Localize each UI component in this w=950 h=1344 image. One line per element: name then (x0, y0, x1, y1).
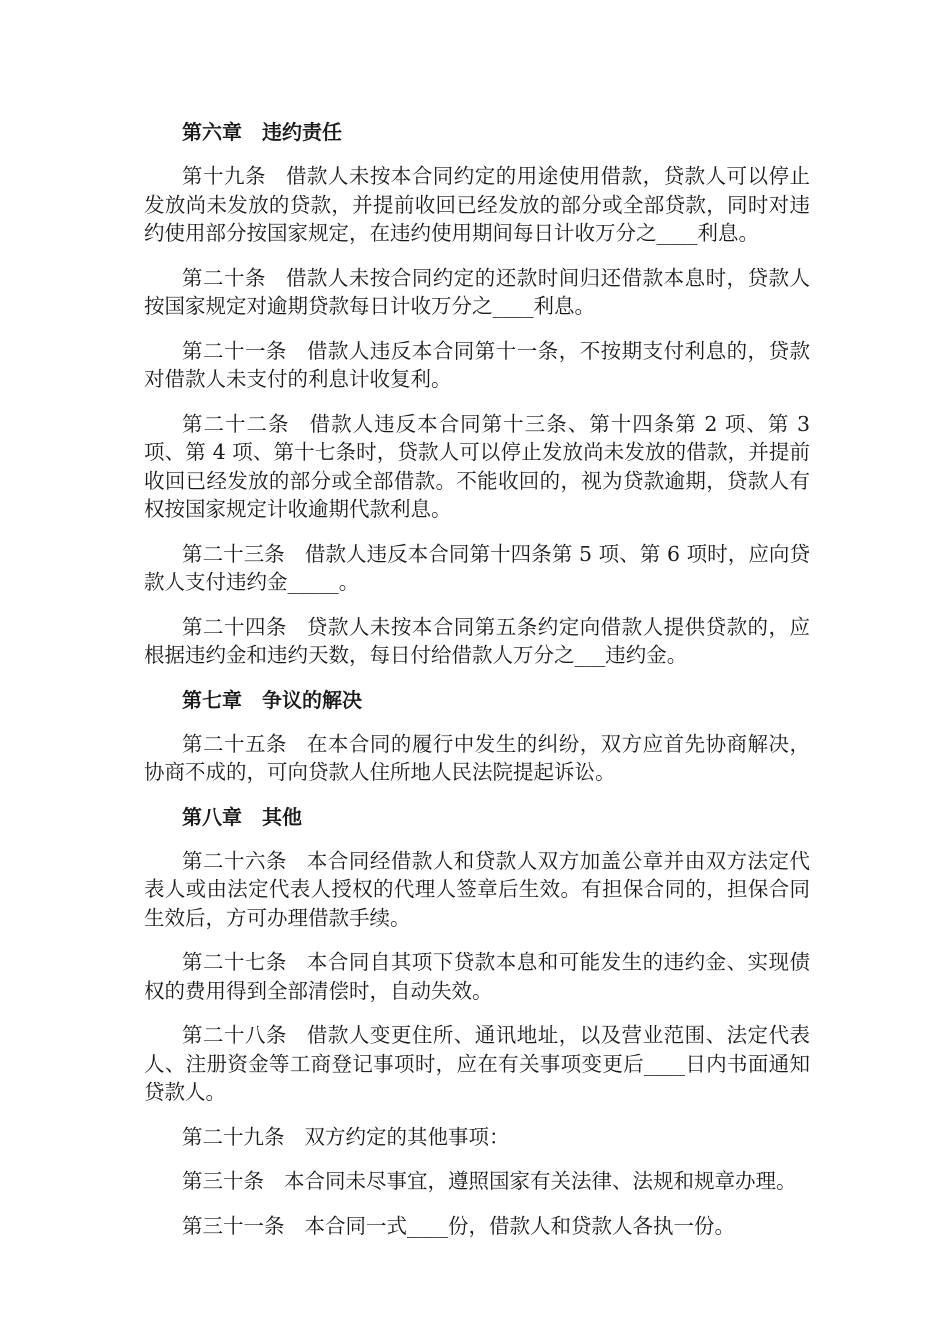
article-19 (144, 162, 810, 248)
article-29-text: 双方约定的其他事项： (304, 1124, 510, 1149)
article-25-text: 在本合同的履行中发生的纠纷，双方应首先协商解决，协商不成的，可向贷款人住所地人民法院提起诉讼。 (144, 731, 811, 784)
article-26-number: 第二十六条 (182, 848, 287, 873)
article-24-number: 第二十四条 (182, 614, 287, 639)
article-21-text: 借款人违反本合同第十一条，不按期支付利息的，贷款对借款人未支付的利息计收复利。 (144, 338, 811, 391)
article-29-number: 第二十九条 (182, 1124, 285, 1149)
article-21-number: 第二十一条 (182, 338, 287, 363)
article-20-number: 第二十条 (182, 265, 266, 290)
chapter-6-heading: 第六章 违约责任 (182, 120, 342, 144)
article-31-number: 第三十一条 (182, 1213, 285, 1238)
article-21 (144, 337, 810, 394)
article-29 (144, 1123, 810, 1152)
article-22-number: 第二十二条 (182, 411, 290, 436)
contract-page (144, 118, 810, 1256)
chapter-8-heading: 第八章 其他 (182, 804, 302, 829)
article-23-number: 第二十三条 (182, 541, 285, 566)
article-28 (144, 1021, 810, 1107)
article-25 (144, 730, 810, 787)
article-31-text: 本合同一式____份，借款人和贷款人各执一份。 (304, 1213, 735, 1238)
article-23-text: 借款人违反本合同第十四条第 5 项、第 6 项时，应向贷款人支付违约金_____。 (144, 541, 810, 594)
article-27-number: 第二十七条 (182, 950, 287, 974)
article-30-text: 本合同未尽事宜，遵照国家有关法律、法规和规章办理。 (284, 1169, 797, 1193)
article-24 (144, 613, 810, 670)
article-27-text: 本合同自其项下贷款本息和可能发生的违约金、实现债权的费用得到全部清偿时，自动失效。 (144, 950, 811, 1003)
article-31 (144, 1212, 810, 1241)
article-30 (144, 1167, 810, 1196)
article-19-text: 借款人未按本合同约定的用途使用借款，贷款人可以停止发放尚未发放的贷款，并提前收回已经发放的部分或全部贷款，同时对违约使用部分按国家规定，在违约使用期间每日计收万分之____利息。 (144, 164, 811, 245)
article-23 (144, 540, 810, 597)
article-22 (144, 410, 810, 524)
article-30-number: 第三十条 (182, 1169, 264, 1193)
article-20 (144, 264, 810, 321)
article-22-text: 借款人违反本合同第十三条、第十四条第 2 项、第 3 项、第 4 项、第十七条时，贷款人可以停止发放尚未发放的借款，并提前收回已经发放的部分或全部借款。不能收回的，视为贷款逾期，贷款人有权按国家规定计收逾期代款利息。 (144, 411, 810, 521)
article-28-number: 第二十八条 (182, 1023, 287, 1047)
article-24-text: 贷款人未按本合同第五条约定向借款人提供贷款的，应根据违约金和违约天数，每日付给借款人万分之___违约金。 (144, 614, 811, 667)
article-20-text: 借款人未按合同约定的还款时间归还借款本息时，贷款人按国家规定对逾期贷款每日计收万分之____利息。 (144, 265, 811, 318)
article-26-text: 本合同经借款人和贷款人双方加盖公章并由双方法定代表人或由法定代表人授权的代理人签章后生效。有担保合同的，担保合同生效后，方可办理借款手续。 (144, 848, 811, 930)
article-25-number: 第二十五条 (182, 731, 287, 756)
article-19-number: 第十九条 (182, 164, 266, 188)
article-26 (144, 847, 810, 933)
article-28-text: 借款人变更住所、通讯地址，以及营业范围、法定代表人、注册资金等工商登记事项时，应在有关事项变更后____日内书面通知贷款人。 (144, 1023, 811, 1104)
chapter-7-heading: 第七章 争议的解决 (182, 687, 362, 712)
article-27 (144, 948, 810, 1005)
